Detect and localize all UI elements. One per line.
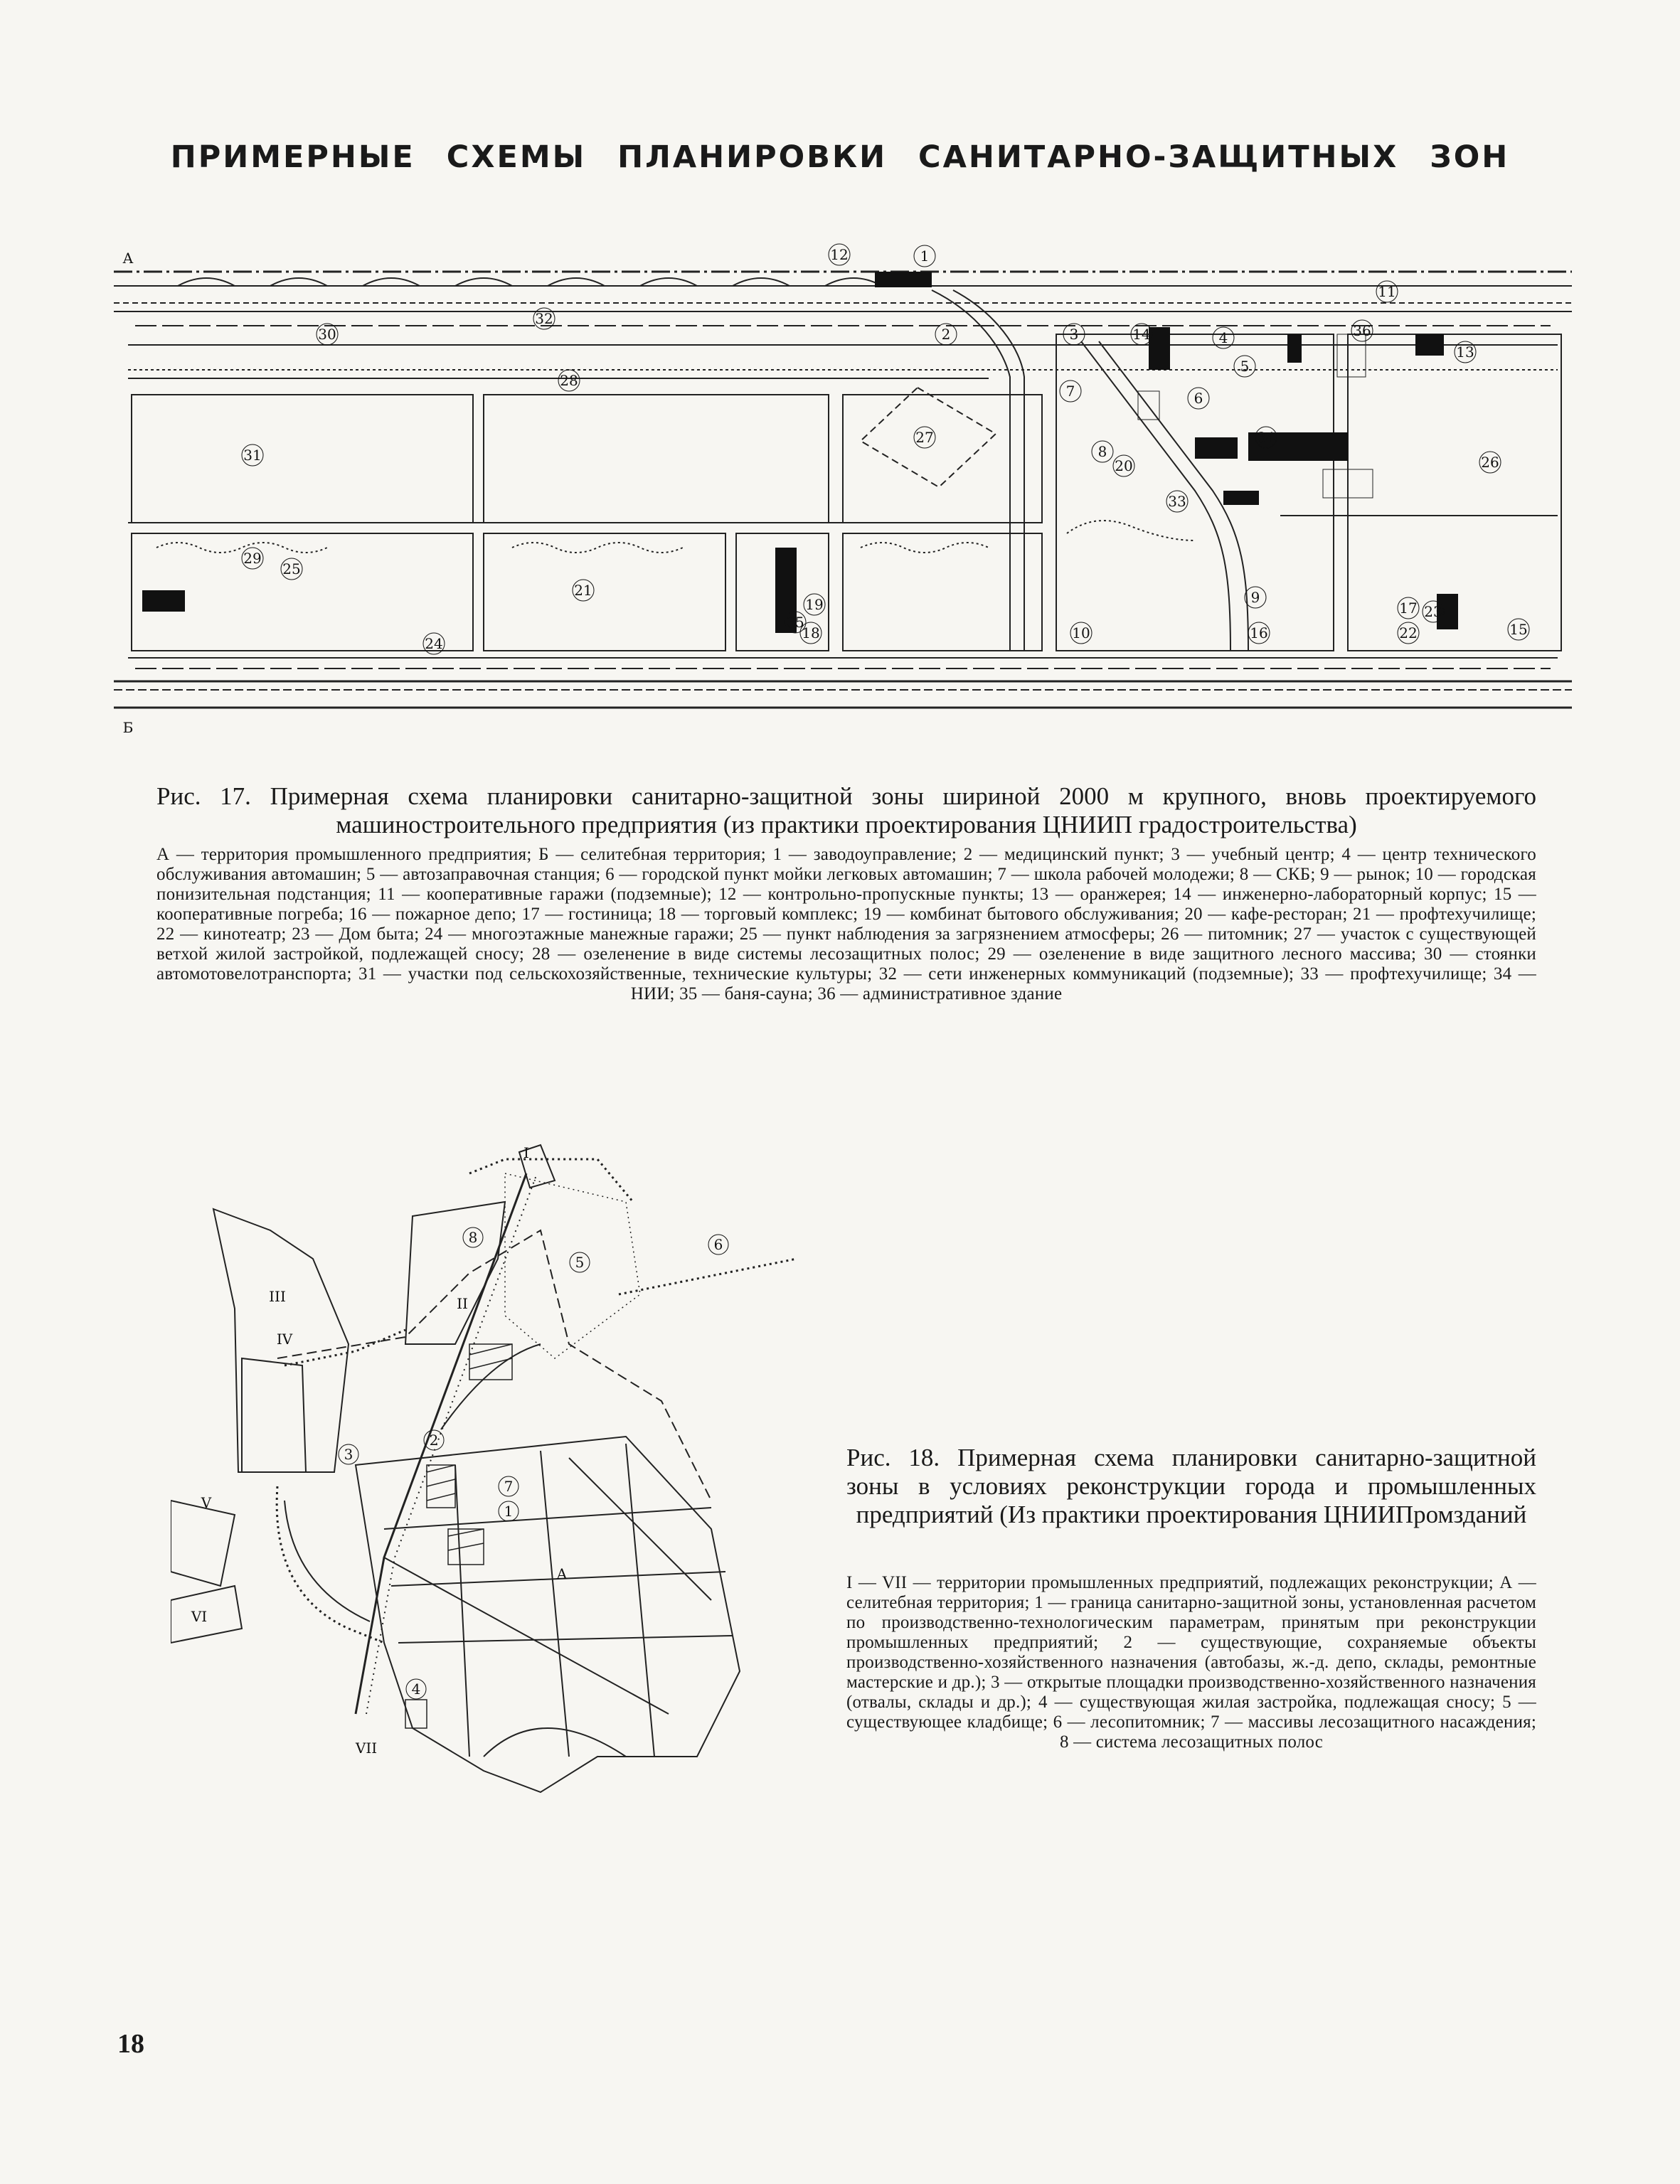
label-6: 6: [1193, 390, 1203, 407]
label-8: 8: [468, 1229, 478, 1246]
label-VI: VI: [191, 1608, 208, 1625]
label-4: 4: [1218, 329, 1228, 346]
label-A: А: [122, 250, 134, 267]
label-11: 11: [1378, 283, 1396, 300]
label-26: 26: [1481, 454, 1499, 471]
label-1: 1: [920, 247, 930, 265]
label-16: 16: [1250, 624, 1268, 641]
label-18: 18: [802, 624, 820, 641]
label-21: 21: [574, 582, 592, 599]
label-24: 24: [425, 635, 443, 652]
label-7: 7: [504, 1478, 514, 1495]
figure-18-caption: Рис. 18. Примерная схема планировки санитарно-защитной зоны в условиях реконструкции города и промышленных предприятий (Из практики проектирования ЦНИИПромзданий: [846, 1444, 1536, 1528]
label-4: 4: [411, 1680, 421, 1698]
label-28: 28: [560, 372, 578, 389]
label-27: 27: [915, 429, 934, 446]
label-7: 7: [1065, 383, 1075, 400]
label-3: 3: [344, 1446, 353, 1463]
fig18-textures: [405, 1173, 640, 1728]
label-2: 2: [941, 326, 951, 343]
label-1: 1: [504, 1503, 514, 1520]
label-32: 32: [535, 310, 553, 327]
label-8: 8: [1097, 443, 1107, 460]
figure-18-map: [171, 1131, 825, 1842]
label-14: 14: [1132, 326, 1151, 343]
label-31: 31: [243, 447, 262, 464]
label-17: 17: [1399, 600, 1418, 617]
label-15: 15: [1509, 621, 1528, 638]
label-5: 5: [1240, 358, 1250, 375]
figure-17-legend: А — территория промышленного предприятия; Б — селитебная территория; 1 — заводоуправление; 2 — медицинский пункт; 3 — учебный центр; 4 — центр технического обслуживания автомашин; 5 — автозаправочная станция; 6 — городской пункт мойки легковых автомашин; 7 — школа рабочей молодежи; 8 — СКБ; 9 — рынок; 10 — городская понизительная подстанция; 11 — кооперативные гаражи (подземные); 12 — контрольно-пропускные пункты; 13 — оранжерея; 14 — инженерно-лабораторный корпус; 15 — кооперативные погреба; 16 — пожарное депо; 17 — гостиница; 18 — торговый комплекс; 19 — комбинат бытового обслуживания; 20 — кафе-ресторан; 21 — профтехучилище; 22 — кинотеатр; 23 — Дом быта; 24 — многоэтажные манежные гаражи; 25 — пункт наблюдения за загрязнением атмосферы; 26 — питомник; 27 — участок с существующей ветхой жилой застройкой, подлежащей сносу; 28 — озеленение в виде системы лесозащитных полос; 29 — озеленение в виде защитного лесного массива; 30 — стоянки автомотовелотранспорта; 31 — участки под сельскохозяйственные, технические культуры; 32 — сети инженерных коммуникаций (подземные); 33 — профтехучилище; 34 — НИИ; 35 — баня-сауна; 36 — административное здание: [156, 845, 1536, 1003]
fig17-labels: [122, 244, 1529, 736]
label-I: I: [523, 1144, 529, 1161]
label-9: 9: [1250, 589, 1260, 606]
label-23: 23: [1424, 603, 1442, 620]
label-II: II: [457, 1295, 468, 1312]
label-25: 25: [282, 560, 301, 577]
label-10: 10: [1072, 624, 1090, 641]
label-III: III: [269, 1288, 286, 1305]
label-29: 29: [243, 550, 262, 567]
page-number: 18: [117, 2029, 144, 2059]
label-22: 22: [1399, 624, 1418, 641]
label-2: 2: [429, 1432, 439, 1449]
figure-17-map: [114, 235, 1572, 747]
fig18-linework: [171, 1145, 797, 1792]
figure-18-legend: I — VII — территории промышленных предприятий, подлежащих реконструкции; А — селитебная территория; 1 — граница санитарно-защитной зоны, установленная расчетом по производственно-технологическим параметрам, принятым при реконструкции промышленных предприятий; 2 — существующие, сохраняемые объекты производственно-хозяйственного назначения (автобазы, ж.-д. депо, склады, ремонтные мастерские и др.); 3 — открытые площадки производственно-хозяйственного назначения (отвалы, склады и др.); 4 — существующая жилая застройка, подлежащая сносу; 5 — существующее кладбище; 6 — лесопитомник; 7 — массивы лесозащитного насаждения; 8 — система лесозащитных полос: [846, 1573, 1536, 1752]
label-12: 12: [830, 246, 849, 263]
label-20: 20: [1115, 457, 1133, 474]
label-35: 35: [786, 614, 804, 631]
label-13: 13: [1456, 343, 1474, 361]
label-34: 34: [1257, 429, 1275, 446]
page-title: ПРИМЕРНЫЕ СХЕМЫ ПЛАНИРОВКИ САНИТАРНО-ЗАЩИТНЫХ ЗОН: [170, 139, 1510, 175]
label-36: 36: [1353, 322, 1371, 339]
label-VII: VII: [355, 1740, 378, 1757]
label-3: 3: [1069, 326, 1079, 343]
fig18-labels: [191, 1144, 728, 1757]
label-30: 30: [318, 326, 336, 343]
label-6: 6: [713, 1236, 723, 1253]
label-B: Б: [122, 719, 134, 736]
label-A-settlement: А: [556, 1565, 568, 1582]
label-5: 5: [575, 1254, 585, 1271]
label-V: V: [201, 1494, 212, 1511]
label-33: 33: [1168, 493, 1186, 510]
figure-17-caption: Рис. 17. Примерная схема планировки санитарно-защитной зоны шириной 2000 м крупного, вновь проектируемого машиностроительного предприятия (из практики проектирования ЦНИИП градостроительства): [156, 782, 1536, 838]
fig17-hatch: [1138, 334, 1373, 498]
label-19: 19: [805, 596, 824, 613]
label-IV: IV: [276, 1331, 293, 1348]
